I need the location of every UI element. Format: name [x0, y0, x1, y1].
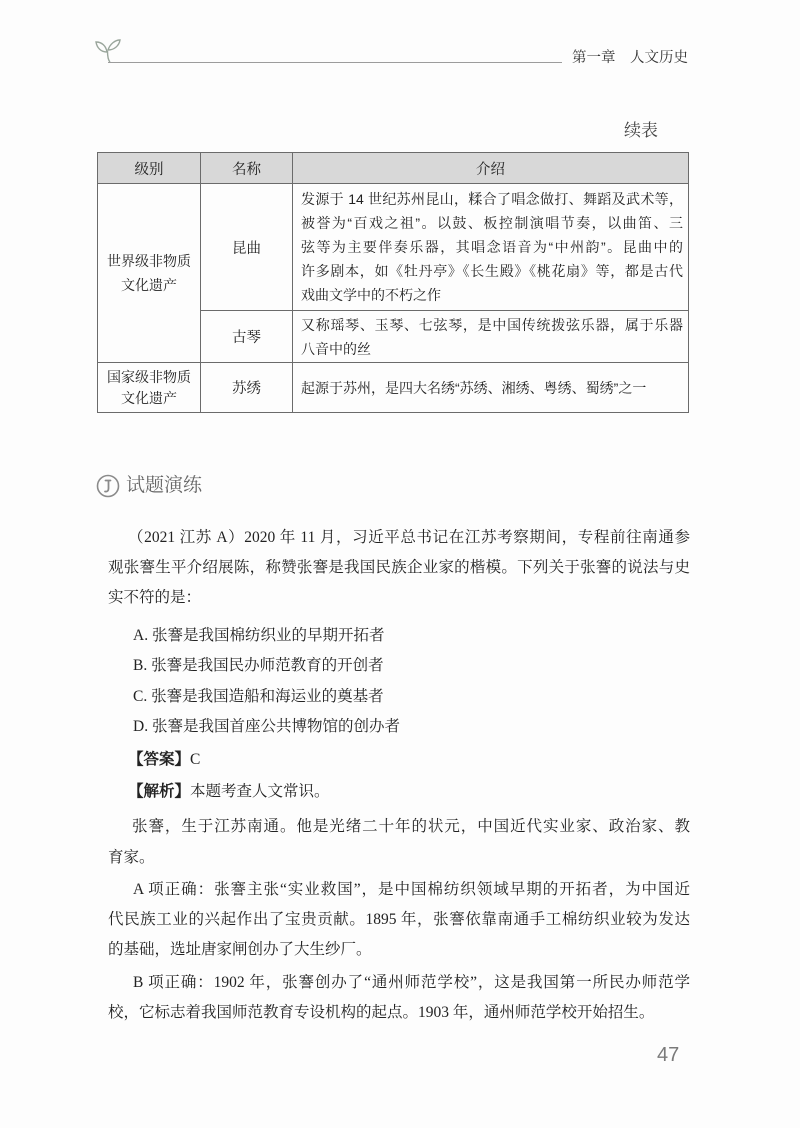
- sprout-icon: [93, 35, 123, 63]
- name-cell-guqin: 古琴: [201, 311, 293, 363]
- answer-label: 【答案】: [128, 751, 191, 768]
- level-line: 国家级非物质: [107, 368, 191, 385]
- question-line: （2021 江苏 A）2020 年 11 月，习近平总书记在江苏考察期间，专程前往南通参: [128, 529, 690, 546]
- analysis-label: 【解析】: [128, 783, 191, 800]
- section-title: 试题演练: [126, 475, 203, 496]
- option-list: [133, 621, 690, 742]
- chapter-title: 第一章 人文历史: [572, 50, 688, 66]
- paragraph-line: 育家。: [108, 849, 155, 866]
- intro-line: 戏曲文学中的不朽之作: [301, 287, 441, 303]
- explanation-paragraph: [108, 875, 690, 965]
- option-c: C. 张謇是我国造船和海运业的奠基者: [133, 687, 384, 705]
- level-cell-national: [98, 363, 201, 413]
- question: [108, 523, 690, 613]
- answer-value: C: [190, 751, 201, 768]
- intro-line: 八音中的丝: [301, 340, 371, 357]
- name-cell-kunqu: 昆曲: [201, 184, 293, 311]
- level-line: 文化遗产: [121, 389, 177, 406]
- intro-line: 发源于 14 世纪苏州昆山，糅合了唱念做打、舞蹈及武术等，: [301, 191, 683, 207]
- analysis-line: [128, 777, 688, 807]
- column-header-name: 名称: [201, 153, 293, 184]
- level-line: 世界级非物质: [107, 253, 191, 269]
- intro-line: 起源于苏州，是四大名绣“苏绣、湘绣、粤绣、蜀绣”之一: [301, 379, 647, 396]
- paragraph-line: B 项正确：1902 年，张謇创办了“通州师范学校”，这是我国第一所民办师范学: [133, 974, 690, 991]
- exercise-icon: [96, 474, 120, 498]
- page-number: 47: [657, 1044, 680, 1066]
- paragraph-line: 的基础，选址唐家闸创办了大生纱厂。: [108, 941, 372, 958]
- analysis-text: 本题考查人文常识。: [190, 783, 330, 800]
- heritage-table: [97, 152, 689, 413]
- level-cell-world: [98, 184, 201, 363]
- column-header-level: 级别: [98, 153, 201, 184]
- intro-line: 又称瑶琴、玉琴、七弦琴，是中国传统拨弦乐器，属于乐器: [301, 316, 683, 333]
- question-line: 实不符的是：: [108, 589, 202, 606]
- intro-cell-kunqu: [293, 184, 689, 311]
- intro-line: 被誉为“百戏之祖”。以鼓、板控制演唱节奏，以曲笛、三: [301, 215, 683, 231]
- paragraph-line: A 项正确：张謇主张“实业救国”，是中国棉纺织领域早期的开拓者，为中国近: [133, 881, 690, 898]
- question-line: 观张謇生平介绍展陈，称赞张謇是我国民族企业家的楷模。下列关于张謇的说法与史: [108, 559, 690, 576]
- table-caption: 续表: [624, 121, 658, 140]
- name-cell-suxiu: 苏绣: [201, 363, 293, 413]
- answer-line: [128, 745, 688, 775]
- option-b: B. 张謇是我国民办师范教育的开创者: [133, 657, 384, 675]
- table-row: [98, 184, 689, 311]
- explanation-paragraph: [108, 811, 690, 873]
- paragraph-line: 校，它标志着我国师范教育专设机构的起点。1903 年，通州师范学校开始招生。: [108, 1004, 655, 1021]
- paragraph-line: 张謇，生于江苏南通。他是光绪二十年的状元，中国近代实业家、政治家、教: [132, 818, 690, 835]
- header-rule: [108, 62, 562, 63]
- level-line: 文化遗产: [121, 277, 177, 293]
- explanation-paragraph: [108, 968, 690, 1028]
- intro-cell-guqin: [293, 311, 689, 363]
- option-d: D. 张謇是我国首座公共博物馆的创办者: [133, 717, 400, 735]
- intro-line: 弦等为主要伴奏乐器，其唱念语音为“中州韵”。昆曲中的: [301, 239, 683, 255]
- paragraph-line: 代民族工业的兴起作出了宝贵贡献。1895 年，张謇依靠南通手工棉纺织业较为发达: [108, 911, 690, 928]
- intro-cell-suxiu: [293, 363, 689, 413]
- column-header-intro: 介绍: [293, 153, 689, 184]
- table-header-row: [98, 153, 689, 184]
- intro-line: 许多剧本，如《牡丹亭》《长生殿》《桃花扇》等，都是古代: [301, 263, 683, 279]
- table-row: [98, 363, 689, 413]
- option-a: A. 张謇是我国棉纺织业的早期开拓者: [133, 627, 385, 644]
